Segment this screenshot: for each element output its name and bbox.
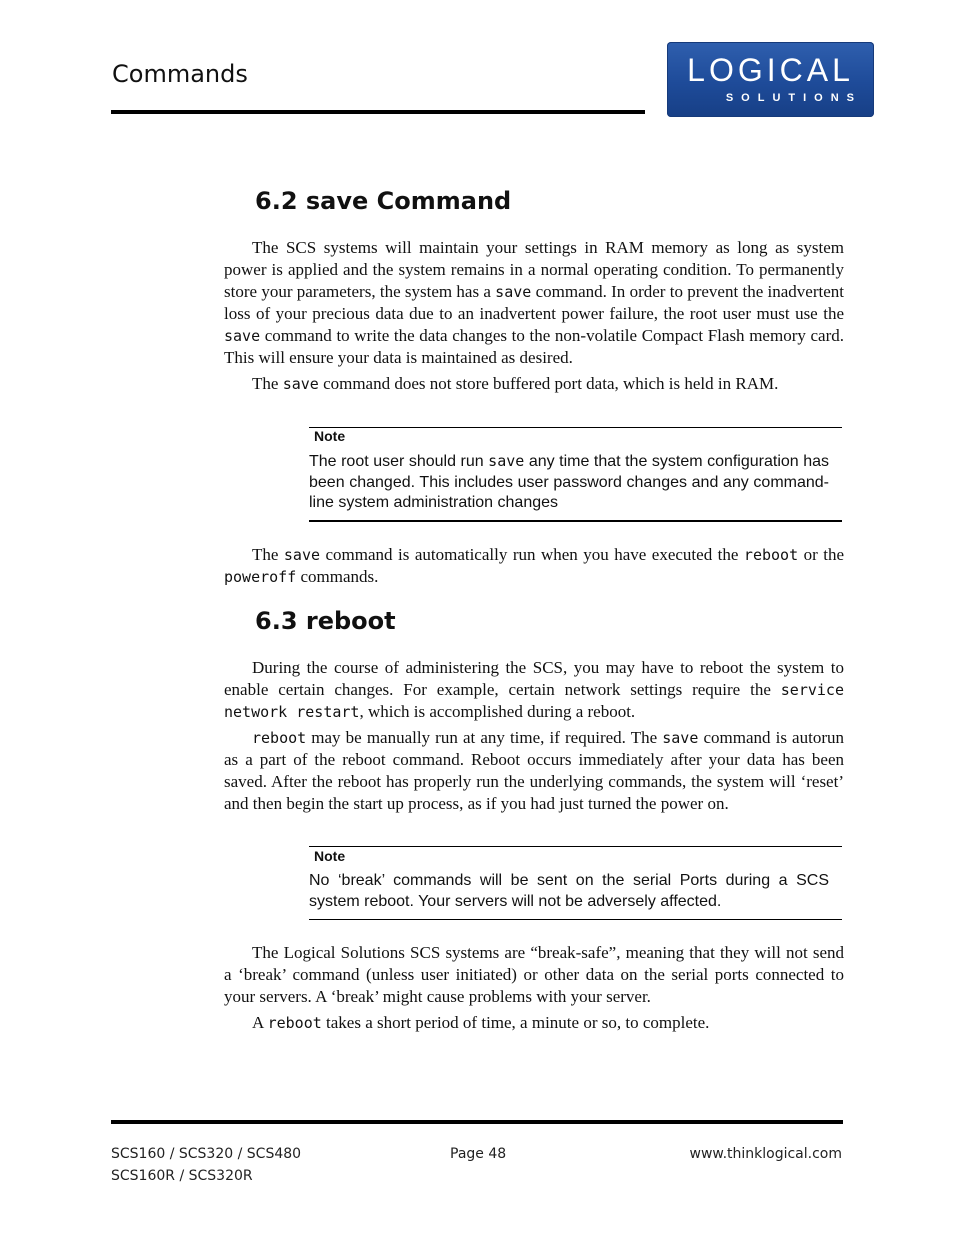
text-run: command to write the data changes to the non-volatile Compact Flash memory card. This will ensure your data is maintained as desired. bbox=[224, 326, 844, 367]
paragraph-save-intro bbox=[224, 237, 844, 369]
text-run: command. In order to prevent the inadvertent loss of your precious data due to an inadvertent power failure, the root user must use the bbox=[224, 282, 844, 323]
paragraph-reboot-manual bbox=[224, 727, 844, 815]
text-run: command is automatically run when you have executed the bbox=[320, 545, 744, 564]
code-save: save bbox=[495, 283, 532, 301]
code-save: save bbox=[224, 327, 261, 345]
text-run: may be manually run at any time, if required. The bbox=[306, 728, 663, 747]
footer-url: www.thinklogical.com bbox=[689, 1146, 842, 1162]
page-header-title: Commands bbox=[112, 60, 248, 88]
paragraph-save-buffer bbox=[224, 373, 844, 395]
text-run: The SCS systems will maintain your settings in RAM memory as long as system power is applied and the system remains in a normal operating condition. To permanently store your parameters, the system has a bbox=[224, 238, 844, 301]
code-save: save bbox=[488, 452, 525, 470]
text-run: takes a short period of time, a minute or so, to complete. bbox=[321, 1013, 710, 1032]
footer-models-line1: SCS160 / SCS320 / SCS480 bbox=[111, 1146, 302, 1162]
code-reboot: reboot bbox=[267, 1014, 322, 1032]
footer-models bbox=[111, 1143, 301, 1187]
section-heading-reboot: 6.3 reboot bbox=[255, 607, 396, 635]
text-run: The bbox=[252, 545, 284, 564]
paragraph-reboot-intro bbox=[224, 657, 844, 723]
logical-solutions-logo bbox=[667, 42, 874, 117]
logo-wordmark: LOGICAL bbox=[687, 52, 854, 88]
note-save-text bbox=[309, 451, 829, 514]
header-rule bbox=[111, 110, 645, 114]
code-save: save bbox=[282, 375, 319, 393]
text-run: or the bbox=[798, 545, 844, 564]
text-run: any time that the system configuration has been changed. This includes user password changes and any command-line system administration changes bbox=[309, 453, 830, 511]
text-run: The root user should run bbox=[309, 453, 489, 470]
text-run: A bbox=[252, 1013, 268, 1032]
code-save: save bbox=[283, 546, 321, 564]
note-rule-top bbox=[309, 427, 842, 428]
footer-page-number: Page 48 bbox=[450, 1146, 507, 1162]
text-run: The bbox=[252, 374, 283, 393]
text-run: command is autorun as a part of the reboot command. Reboot occurs immediately after your data has been saved. After the reboot has properly run the underlying commands, the system will ‘reset’ and then begin the start up process, as if you had just turned the power on. bbox=[224, 728, 844, 813]
note-label: Note bbox=[314, 428, 346, 444]
note-rule-bottom bbox=[309, 520, 842, 522]
paragraph-save-auto bbox=[224, 544, 844, 588]
note-rule-bottom bbox=[309, 919, 842, 920]
section-heading-save: 6.2 save Command bbox=[255, 187, 512, 215]
paragraph-reboot-duration bbox=[224, 1012, 844, 1034]
code-reboot: reboot bbox=[252, 729, 307, 747]
paragraph-break-safe: The Logical Solutions SCS systems are “break-safe”, meaning that they will not send a ‘break’ command (unless user initiated) or other data on the serial ports connected to your servers. A ‘break’ might cause problems with your server. bbox=[224, 943, 844, 1006]
text-run: During the course of administering the SCS, you may have to reboot the system to enable certain changes. For example, certain network settings require the bbox=[224, 658, 844, 699]
text-run: commands. bbox=[296, 567, 379, 586]
logo-subtitle: SOLUTIONS bbox=[725, 92, 862, 104]
code-reboot: reboot bbox=[743, 546, 799, 564]
code-service-network-restart: service network restart bbox=[224, 681, 844, 721]
note-rule-top bbox=[309, 846, 842, 847]
footer-rule bbox=[111, 1120, 843, 1124]
note-reboot-text: No ‘break’ commands will be sent on the serial Ports during a SCS system reboot. Your servers will not be adversely affected. bbox=[309, 872, 829, 910]
code-save: save bbox=[662, 729, 699, 747]
text-run: command does not store buffered port data, which is held in RAM. bbox=[318, 374, 779, 393]
note-label: Note bbox=[314, 848, 346, 864]
footer-models-line2: SCS160R / SCS320R bbox=[111, 1168, 253, 1184]
text-run: , which is accomplished during a reboot. bbox=[359, 702, 636, 721]
code-poweroff: poweroff bbox=[224, 568, 297, 586]
